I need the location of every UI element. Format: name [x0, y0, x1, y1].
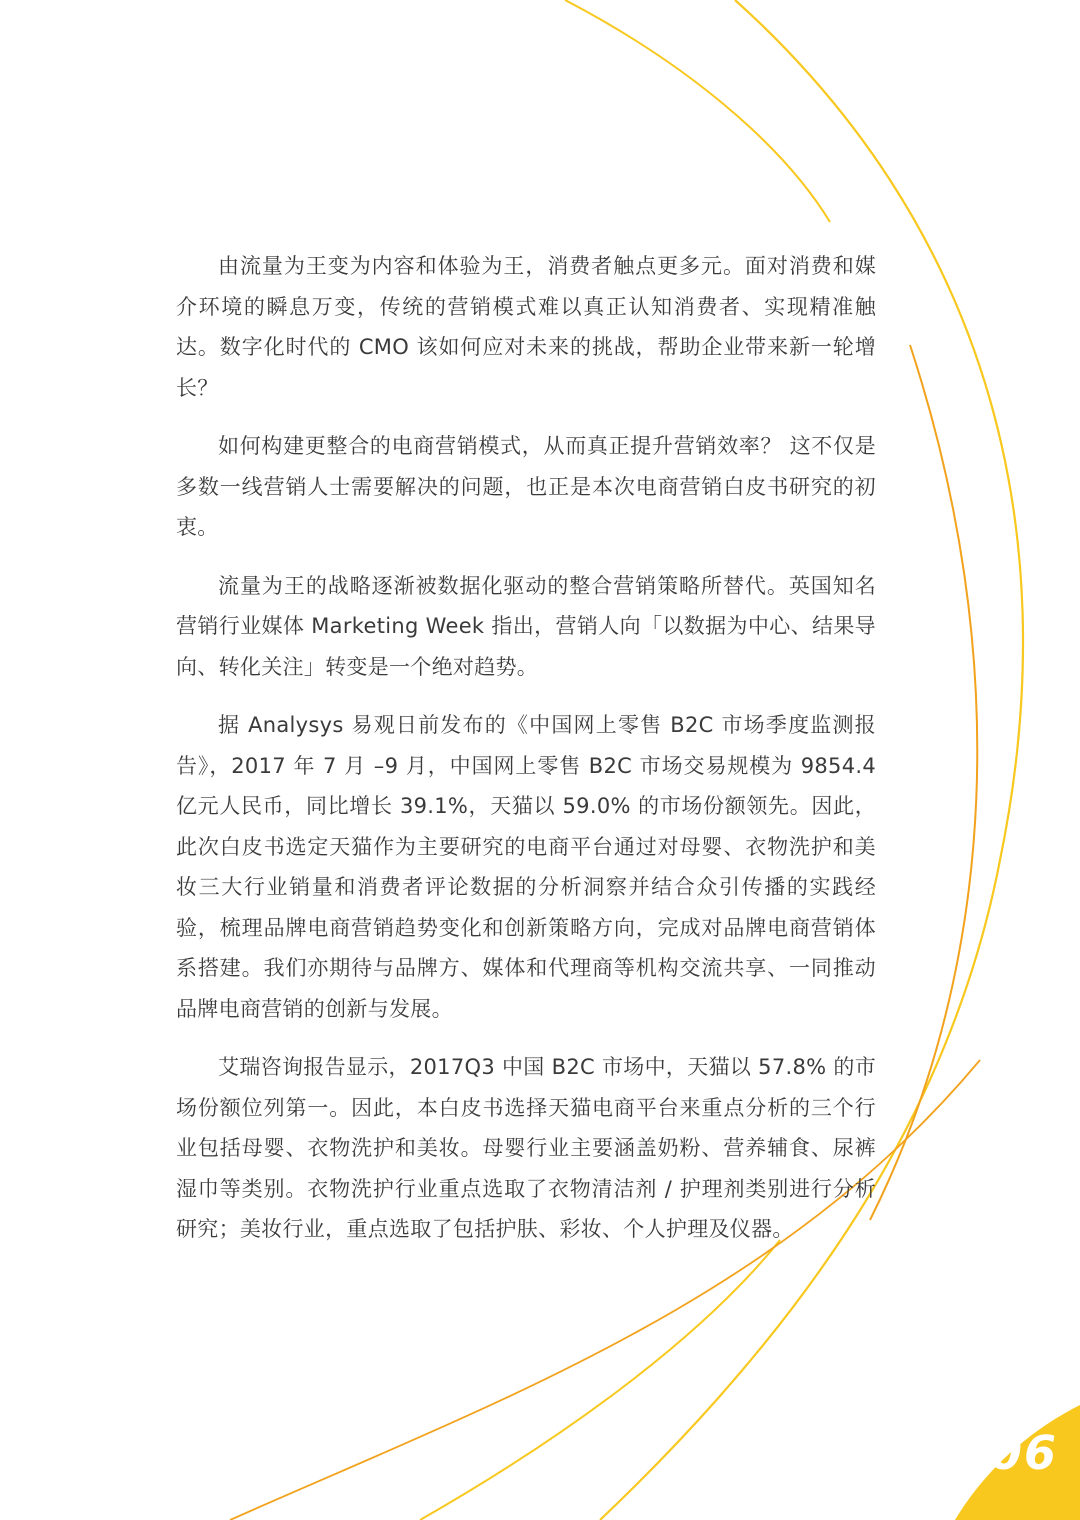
paragraph-5: 艾瑞咨询报告显示，2017Q3 中国 B2C 市场中，天猫以 57.8% 的市场份额位列第一。因此，本白皮书选择天猫电商平台来重点分析的三个行业包括母婴、衣物洗护和美妆。母婴行业主要涵盖奶粉、营养辅食、尿裤湿巾等类别。衣物洗护行业重点选取了衣物清洁剂 / 护理剂类别进行分析研究；美妆行业，重点选取了包括护肤、彩妆、个人护理及仪器。	[176, 1055, 876, 1241]
page-number: 06	[990, 1426, 1059, 1480]
paragraph-2: 如何构建更整合的电商营销模式，从而真正提升营销效率？ 这不仅是多数一线营销人士需要解决的问题，也正是本次电商营销白皮书研究的初衷。	[176, 434, 876, 539]
paragraph-4: 据 Analysys 易观日前发布的《中国网上零售 B2C 市场季度监测报告》，2017 年 7 月 –9 月，中国网上零售 B2C 市场交易规模为 9854.4 亿元人民币，同比增长 39.1%，天猫以 59.0% 的市场份额领先。因此，此次白皮书选定天猫作为主要研究的电商平台通过对母婴、衣物洗护和美妆三大行业销量和消费者评论数据的分析洞察并结合众引传播的实践经验，梳理品牌电商营销趋势变化和创新策略方向，完成对品牌电商营销体系搭建。我们亦期待与品牌方、媒体和代理商等机构交流共享、一同推动品牌电商营销的创新与发展。	[176, 713, 876, 1021]
arc-bottom-curve-1	[420, 1240, 780, 1520]
body-text	[176, 246, 876, 1268]
arc-right-curve-2	[870, 345, 977, 1220]
paragraph-3: 流量为王的战略逐渐被数据化驱动的整合营销策略所替代。英国知名营销行业媒体 Marketing Week 指出，营销人向「以数据为中心、结果导向、转化关注」转变是一个绝对趋势。	[176, 573, 876, 679]
arc-top-curve	[565, 0, 830, 222]
paragraph-1: 由流量为王变为内容和体验为王，消费者触点更多元。面对消费和媒介环境的瞬息万变，传统的营销模式难以真正认知消费者、实现精准触达。数字化时代的 CMO 该如何应对未来的挑战，帮助企业带来新一轮增长？	[176, 254, 876, 400]
